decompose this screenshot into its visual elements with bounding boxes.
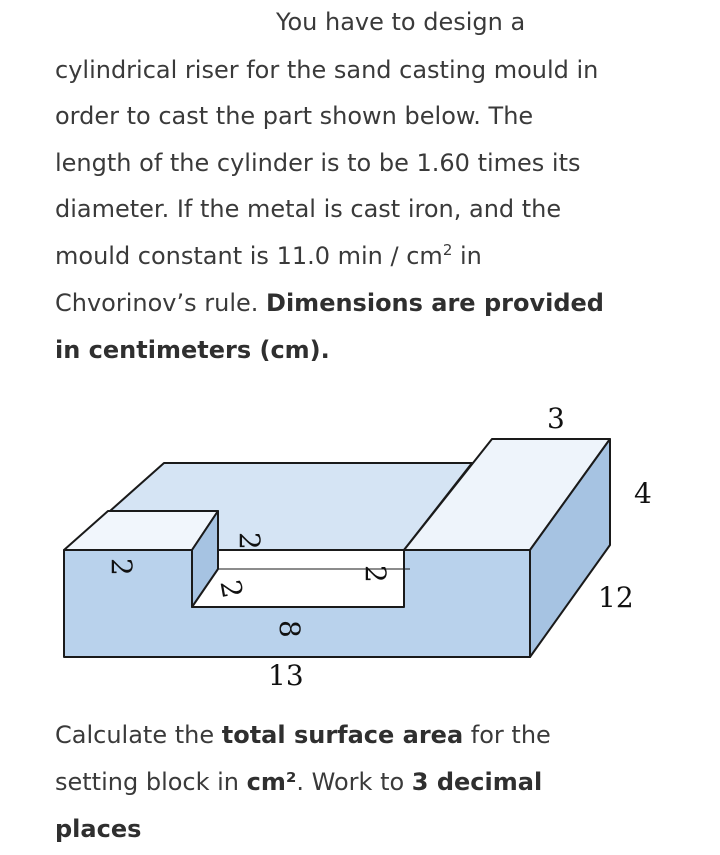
task-line-1: Calculate the total surface area for the <box>55 721 551 749</box>
dim-slot-depth: 2 <box>359 565 392 583</box>
dim-left-height: 2 <box>105 558 138 576</box>
setting-block-figure <box>0 395 720 695</box>
question-line-8: in centimeters (cm). <box>55 336 330 364</box>
dim-right-height: 4 <box>634 477 652 510</box>
task-line-3: places <box>55 815 142 843</box>
dim-top-width: 3 <box>547 402 565 435</box>
dim-step-height: 2 <box>233 532 266 550</box>
question-line-5: diameter. If the metal is cast iron, and the <box>55 195 562 223</box>
dim-total-length: 13 <box>268 659 304 692</box>
question-line-3: order to cast the part shown below. The <box>55 102 534 130</box>
question-line-2: cylindrical riser for the sand casting mould in <box>55 56 599 84</box>
question-line-1: You have to design a <box>276 8 526 36</box>
dim-step-depth: 2 <box>213 577 250 601</box>
dim-slot-width: 8 <box>273 620 306 638</box>
dim-depth: 12 <box>598 581 634 614</box>
question-line-6: mould constant is 11.0 min / $cm^2$ in <box>55 241 482 270</box>
task-line-2: setting block in cm². Work to 3 decimal <box>55 768 543 796</box>
question-line-7: Chvorinov’s rule. Dimensions are provided <box>55 289 604 317</box>
question-line-4: length of the cylinder is to be 1.60 times its <box>55 149 581 177</box>
